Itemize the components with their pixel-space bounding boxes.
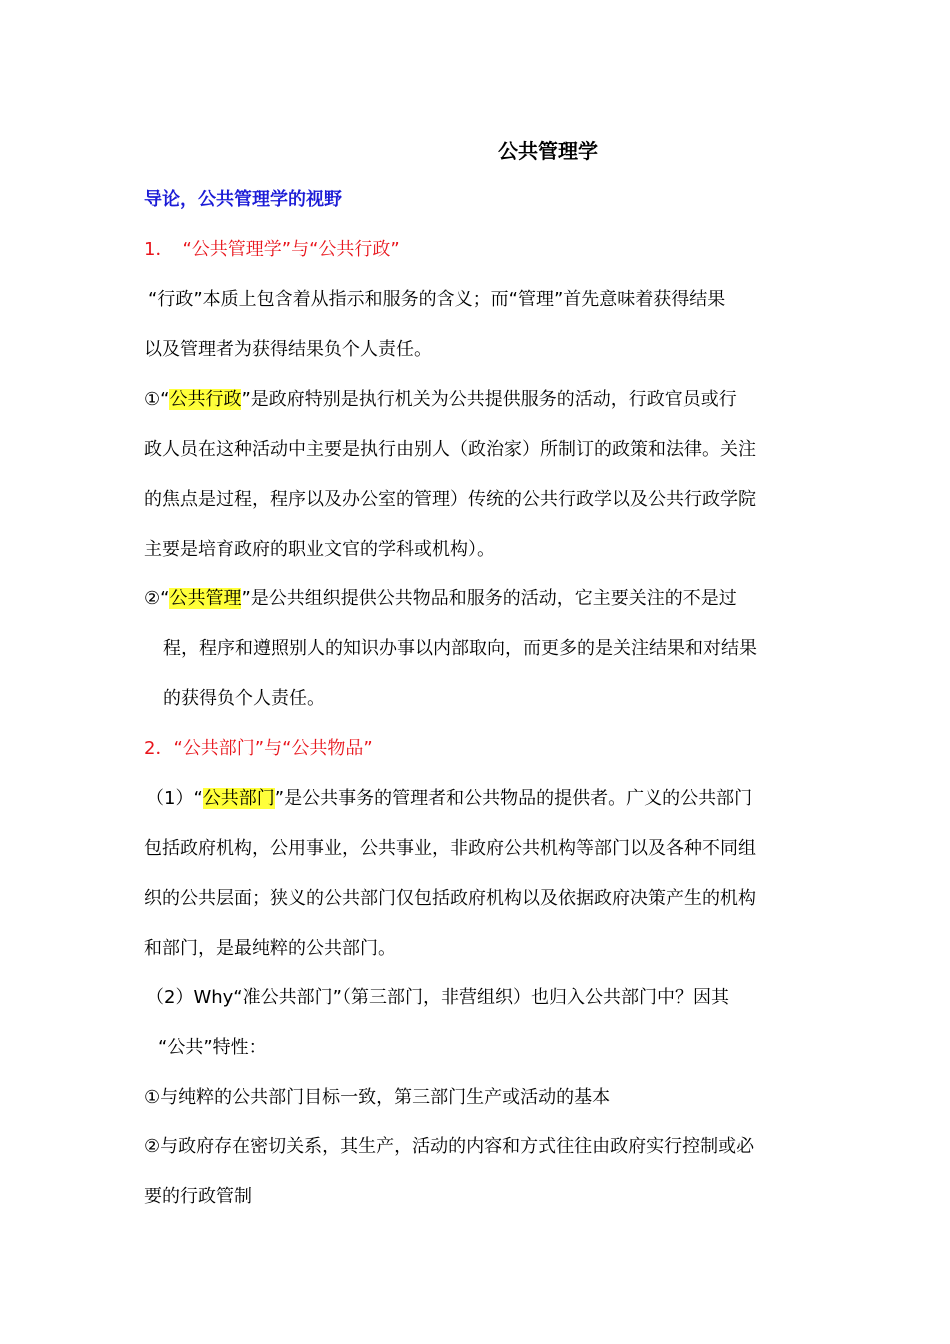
highlighted-term: 公共部门 <box>202 788 275 809</box>
item-text: ”是政府特别是执行机关为公共提供服务的活动，行政官员或行 <box>241 389 737 410</box>
paragraph-line: “行政”本质上包含着从指示和服务的含义；而“管理”首先意味着获得结果 <box>148 289 726 310</box>
item-marker: ①“ <box>144 389 170 410</box>
item-text: ”是公共事务的管理者和公共物品的提供者。广义的公共部门 <box>274 788 753 809</box>
document-title: 公共管理学 <box>498 139 598 163</box>
highlighted-term: 公共行政 <box>169 389 242 410</box>
item-text: ”是公共组织提供公共物品和服务的活动，它主要关注的不是过 <box>241 588 737 609</box>
paragraph-line: 和部门，是最纯粹的公共部门。 <box>144 938 396 959</box>
paragraph-line: 以及管理者为获得结果负个人责任。 <box>144 339 432 360</box>
paragraph-line: 政人员在这种活动中主要是执行由别人（政治家）所制订的政策和法律。关注 <box>144 439 756 460</box>
section-2-heading: 2．“公共部门”与“公共物品” <box>144 738 373 759</box>
paragraph-line: （2）Why“准公共部门”（第三部门，非营组织）也归入公共部门中？因其 <box>146 987 729 1008</box>
chapter-heading: 导论，公共管理学的视野 <box>144 189 342 210</box>
section-1-heading: 1． “公共管理学”与“公共行政” <box>144 239 400 260</box>
paragraph-line: “公共”特性： <box>158 1037 267 1058</box>
item-marker: （1）“ <box>146 788 203 809</box>
definition-public-sector <box>146 786 752 812</box>
paragraph-line: 织的公共层面；狭义的公共部门仅包括政府机构以及依据政府决策产生的机构 <box>144 888 756 909</box>
paragraph-line: 主要是培育政府的职业文官的学科或机构）。 <box>144 539 495 560</box>
paragraph-line: 的获得负个人责任。 <box>163 688 325 709</box>
highlighted-term: 公共管理 <box>169 588 242 609</box>
definition-public-administration <box>144 387 737 413</box>
paragraph-line: 的焦点是过程，程序以及办公室的管理）传统的公共行政学以及公共行政学院 <box>144 489 756 510</box>
paragraph-line: 包括政府机构，公用事业，公共事业，非政府公共机构等部门以及各种不同组 <box>144 838 756 859</box>
paragraph-line: 要的行政管制 <box>144 1186 252 1207</box>
paragraph-line: 程，程序和遵照别人的知识办事以内部取向，而更多的是关注结果和对结果 <box>163 638 757 659</box>
list-item: ②与政府存在密切关系，其生产，活动的内容和方式往往由政府实行控制或必 <box>144 1136 755 1157</box>
definition-public-management <box>144 586 737 612</box>
list-item: ①与纯粹的公共部门目标一致，第三部门生产或活动的基本 <box>144 1087 611 1108</box>
item-marker: ②“ <box>144 588 170 609</box>
